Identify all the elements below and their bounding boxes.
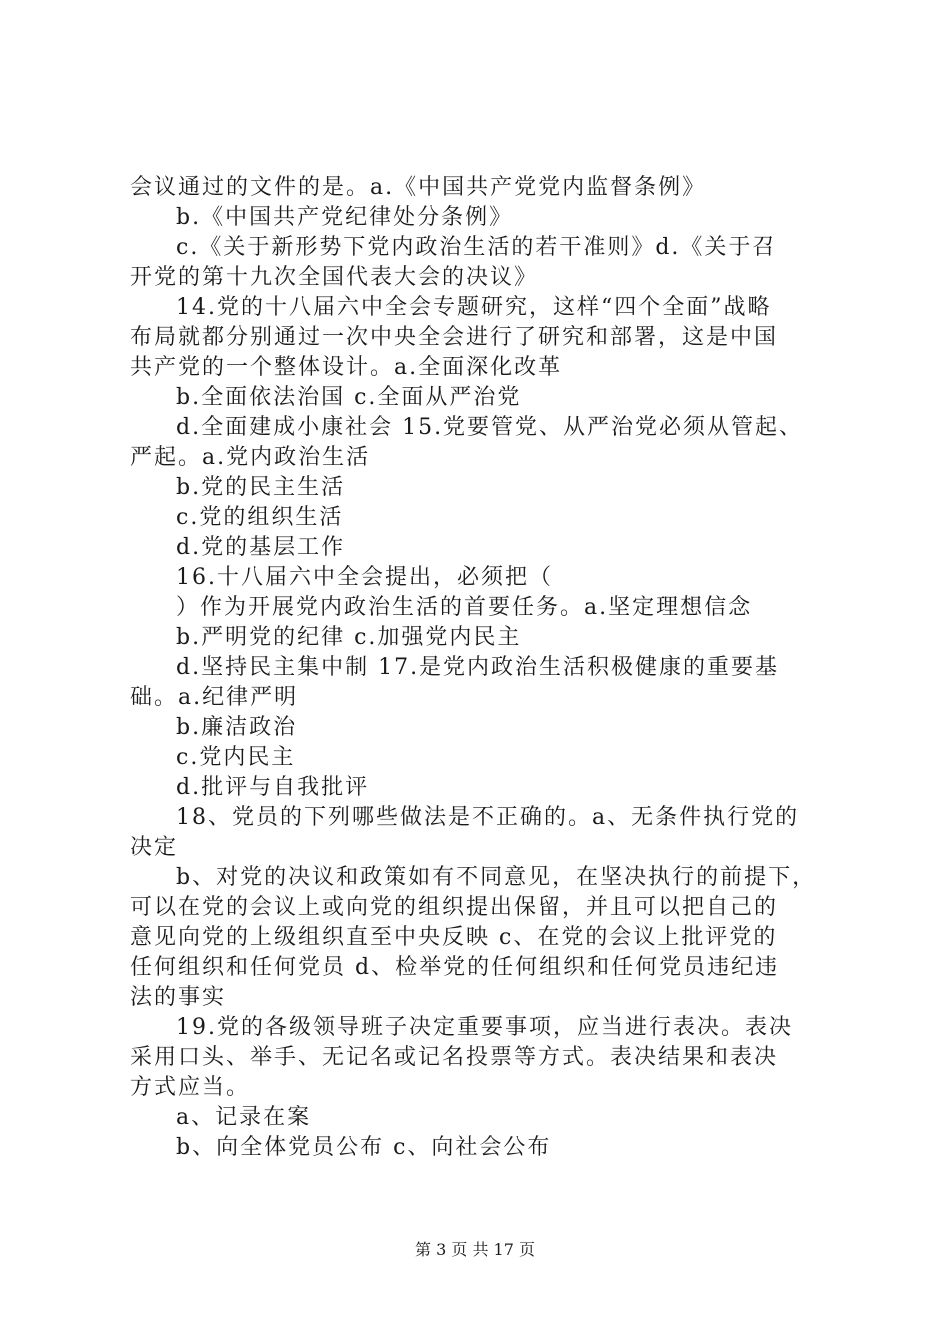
text-line: b.严明党的纪律 c.加强党内民主 [176,625,522,650]
text-line: ）作为开展党内政治生活的首要任务。a.坚定理想信念 [176,595,753,620]
text-line: 共产党的一个整体设计。a.全面深化改革 [130,355,563,380]
text-line: 18、党员的下列哪些做法是不正确的。a、无条件执行党的 [176,805,800,830]
page-footer: 第 3 页 共 17 页 [415,1240,535,1259]
text-line: 决定 [130,835,179,860]
text-line: d.党的基层工作 [176,535,346,560]
text-line: a、记录在案 [176,1105,312,1130]
text-line: 19.党的各级领导班子决定重要事项，应当进行表决。表决 [176,1015,793,1040]
text-line: 法的事实 [130,985,227,1010]
text-line: 础。a.纪律严明 [130,685,299,710]
text-line: 16.十八届六中全会提出，必须把（ [176,565,553,590]
text-line: b.廉洁政治 [176,715,298,740]
text-line: b、对党的决议和政策如有不同意见，在坚决执行的前提下， [176,865,817,890]
text-line: 方式应当。 [130,1075,251,1100]
document-body [130,173,840,1163]
text-line: 布局就都分别通过一次中央全会进行了研究和部署，这是中国 [130,325,779,350]
text-line: 任何组织和任何党员 d、检举党的任何组织和任何党员违纪违 [130,955,780,980]
text-line: d.批评与自我批评 [176,775,370,800]
text-line: d.全面建成小康社会 15.党要管党、从严治党必须从管起、 [176,415,804,440]
text-line: b.党的民主生活 [176,475,346,500]
text-line: b、向全体党员公布 c、向社会公布 [176,1135,552,1160]
text-line: c.党的组织生活 [176,505,344,530]
text-line: 意见向党的上级组织直至中央反映 c、在党的会议上批评党的 [130,925,778,950]
text-line: d.坚持民主集中制 17.是党内政治生活积极健康的重要基 [176,655,780,680]
text-line: 严起。a.党内政治生活 [130,445,371,470]
text-line: b.《中国共产党纪律处分条例》 [176,205,514,230]
text-line: 可以在党的会议上或向党的组织提出保留，并且可以把自己的 [130,895,779,920]
text-line: 开党的第十九次全国代表大会的决议》 [130,265,539,290]
text-line: 会议通过的文件的是。a.《中国共产党党内监督条例》 [130,175,707,200]
text-line: c.党内民主 [176,745,296,770]
text-line: c.《关于新形势下党内政治生活的若干准则》d.《关于召 [176,235,777,260]
text-line: 采用口头、举手、无记名或记名投票等方式。表决结果和表决 [130,1045,779,1070]
text-line: 14.党的十八届六中全会专题研究，这样“四个全面”战略 [176,295,772,320]
text-line: b.全面依法治国 c.全面从严治党 [176,385,522,410]
